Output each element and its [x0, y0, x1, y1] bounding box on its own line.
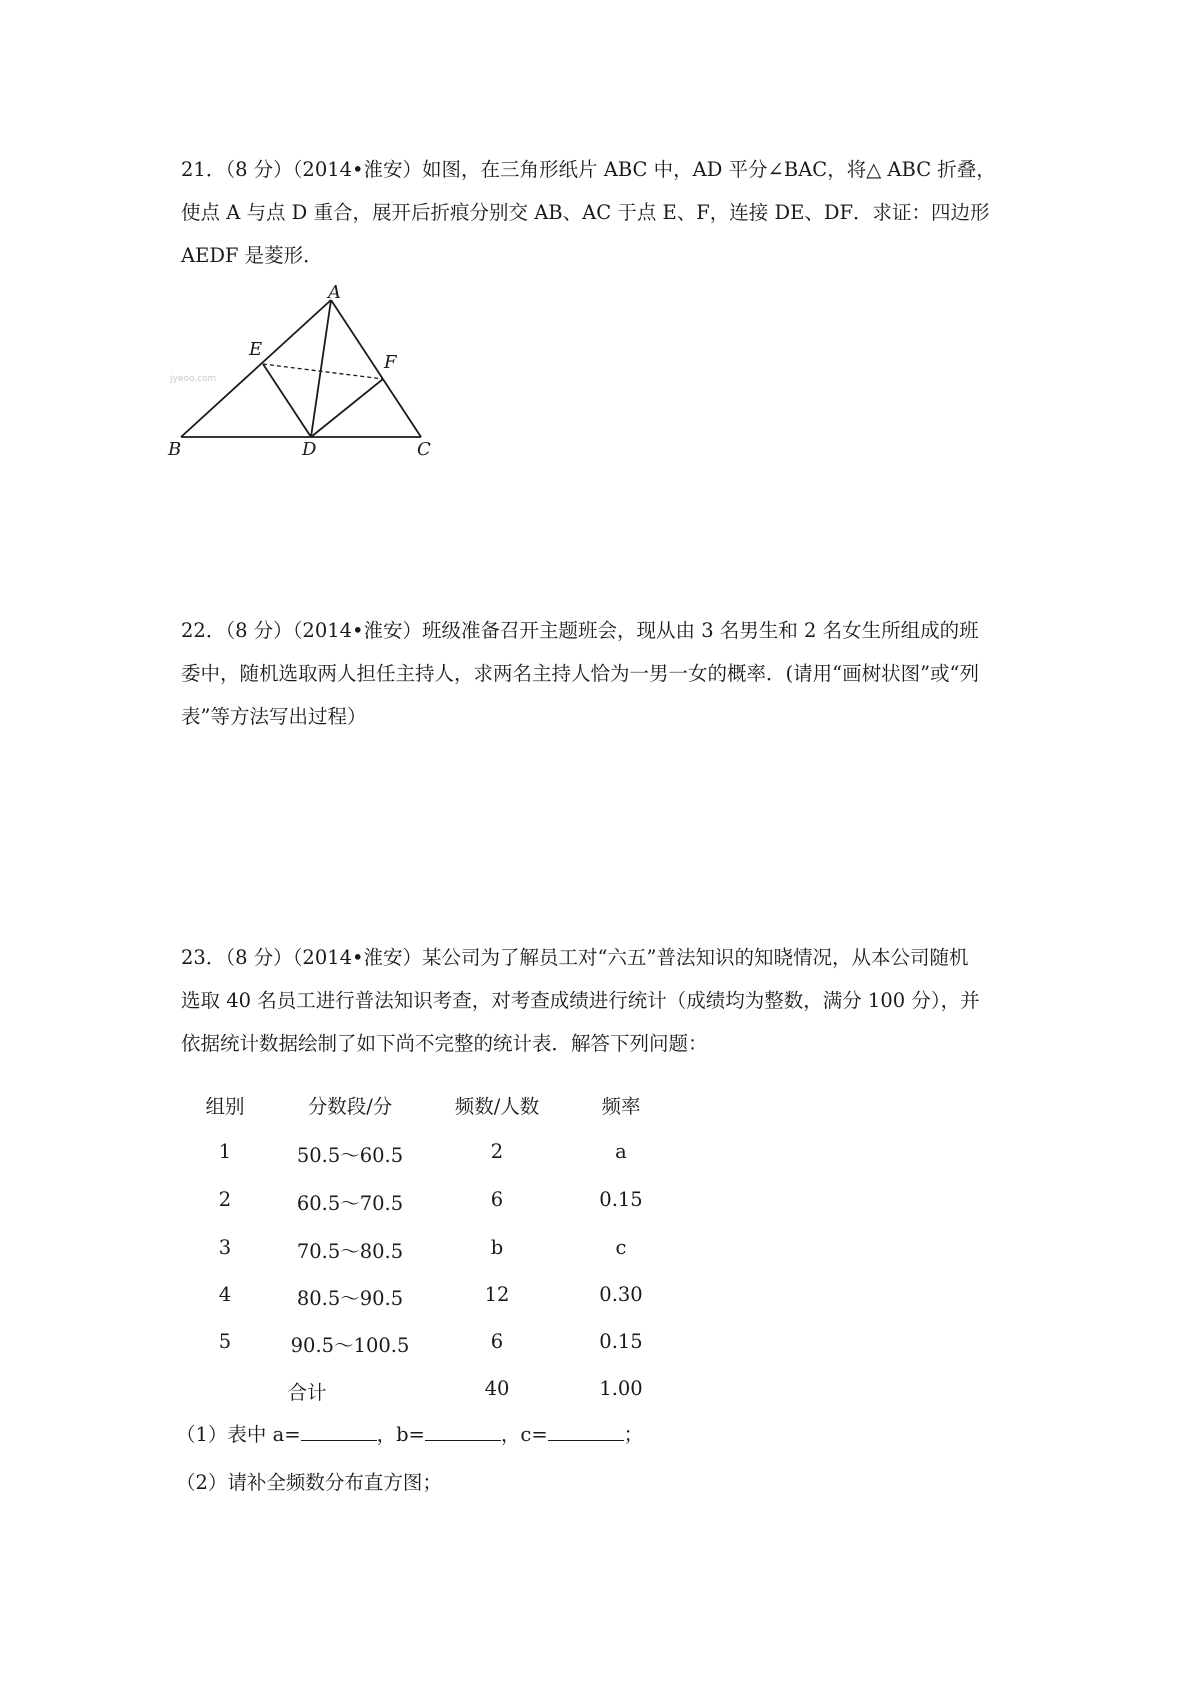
- table-cell: 60.5～70.5: [296, 1192, 404, 1215]
- sub-question-1: [176, 1419, 643, 1447]
- table-cell: 2: [490, 1140, 504, 1163]
- label-a: A: [328, 282, 341, 303]
- segment-de: [263, 364, 311, 437]
- table-cell: 4: [218, 1283, 232, 1306]
- q21-line-2: 使点 A 与点 D 重合，展开后折痕分别交 AB、AC 于点 E、F，连接 DE、DF．求证：四边形: [181, 201, 990, 224]
- table-cell: 0.30: [599, 1283, 643, 1306]
- segment-df: [311, 379, 383, 437]
- table-cell: c: [615, 1236, 627, 1259]
- question-23: [181, 936, 1031, 1065]
- table-cell: a: [615, 1140, 627, 1163]
- table-cell: 6: [490, 1330, 504, 1353]
- table-cell: 1: [218, 1140, 232, 1163]
- header-score-range: 分数段/分: [307, 1095, 393, 1118]
- sub1-c-label: ，c=: [500, 1423, 548, 1446]
- table-cell: 0.15: [599, 1330, 643, 1353]
- table-cell: 0.15: [599, 1188, 643, 1211]
- table-cell: 12: [484, 1283, 510, 1306]
- q23-line-2: 选取 40 名员工进行普法知识考查，对考查成绩进行统计（成绩均为整数，满分 100 分），并: [181, 989, 980, 1012]
- total-frequency: 1.00: [599, 1377, 643, 1400]
- table-cell: 80.5～90.5: [296, 1287, 404, 1310]
- header-count: 频数/人数: [454, 1095, 540, 1118]
- table-cell: b: [490, 1236, 504, 1259]
- q23-line-3: 依据统计数据绘制了如下尚不完整的统计表．解答下列问题：: [181, 1032, 708, 1055]
- header-frequency: 频率: [601, 1095, 641, 1118]
- sub-question-2: （2）请补全频数分布直方图；: [176, 1471, 442, 1494]
- q23-line-1: 23．（8 分）（2014•淮安）某公司为了解员工对“六五”普法知识的知晓情况，从本公司随机: [181, 946, 969, 969]
- table-cell: 3: [218, 1236, 232, 1259]
- total-label: 合计: [287, 1381, 327, 1404]
- label-b: B: [168, 439, 182, 460]
- q21-line-3: AEDF 是菱形．: [181, 244, 323, 267]
- q22-line-2: 委中，随机选取两人担任主持人，求两名主持人恰为一男一女的概率．(请用“画树状图”或“列: [181, 662, 980, 685]
- q21-line-1: 21．（8 分）（2014•淮安）如图，在三角形纸片 ABC 中，AD 平分∠BAC，将△ ABC 折叠，: [181, 158, 996, 181]
- segment-ef-dashed: [263, 364, 383, 379]
- segment-ab: [181, 300, 331, 437]
- table-cell: 50.5～60.5: [296, 1144, 404, 1167]
- question-21: [181, 148, 1031, 277]
- label-e: E: [249, 339, 263, 360]
- answer-blank-b[interactable]: [425, 1422, 501, 1441]
- label-f: F: [384, 352, 397, 373]
- label-d: D: [302, 439, 317, 460]
- table-cell: 2: [218, 1188, 232, 1211]
- total-count: 40: [484, 1377, 510, 1400]
- answer-blank-a[interactable]: [301, 1422, 377, 1441]
- sub1-suffix: ；: [623, 1423, 644, 1446]
- triangle-figure: [168, 282, 488, 505]
- sub1-b-label: ，b=: [376, 1423, 425, 1446]
- label-c: C: [417, 439, 431, 460]
- segment-ac: [331, 300, 421, 437]
- header-group: 组别: [205, 1095, 245, 1118]
- q22-line-3: 表”等方法写出过程）: [181, 705, 367, 728]
- segment-ad: [311, 300, 331, 437]
- table-cell: 70.5～80.5: [296, 1240, 404, 1263]
- sub1-prefix: （1）表中 a=: [176, 1423, 301, 1446]
- table-cell: 6: [490, 1188, 504, 1211]
- watermark: jyeoo.com: [170, 374, 217, 384]
- question-22: [181, 609, 1031, 738]
- table-cell: 5: [218, 1330, 232, 1353]
- answer-blank-c[interactable]: [548, 1422, 624, 1441]
- table-cell: 90.5～100.5: [290, 1334, 410, 1357]
- q22-line-1: 22．（8 分）（2014•淮安）班级准备召开主题班会，现从由 3 名男生和 2 名女生所组成的班: [181, 619, 979, 642]
